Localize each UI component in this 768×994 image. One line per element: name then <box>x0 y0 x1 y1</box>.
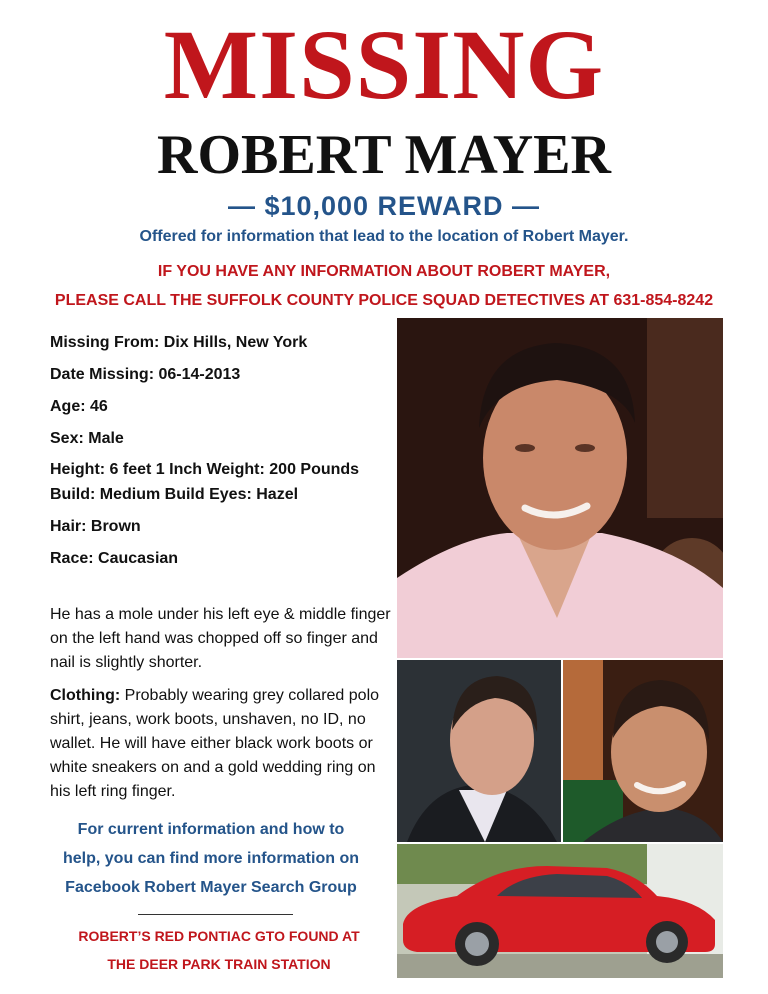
profile-photo <box>397 660 561 842</box>
facebook-line-1: For current information and how to <box>77 821 345 838</box>
detail-race: Race: Caucasian <box>50 550 179 567</box>
detail-hair: Hair: Brown <box>50 518 141 535</box>
facebook-info <box>40 815 382 902</box>
reward-banner: — $10,000 REWARD — <box>227 191 541 221</box>
smiling-photo <box>563 660 723 842</box>
facebook-line-3: Facebook Robert Mayer Search Group <box>65 879 357 896</box>
detail-age: Age: 46 <box>50 398 108 415</box>
call-to-action-line-1: IF YOU HAVE ANY INFORMATION ABOUT ROBERT MAYER, <box>157 263 611 280</box>
red-car-photo <box>397 844 723 978</box>
reward-offer-text: Offered for information that lead to the location of Robert Mayer. <box>139 228 629 245</box>
detail-date-missing: Date Missing: 06-14-2013 <box>50 366 241 383</box>
physical-description: He has a mole under his left eye & middle finger on the left hand was chopped off so finger and nail is slightly shorter. <box>50 606 391 671</box>
car-note-line-2: THE DEER PARK TRAIN STATION <box>107 956 331 972</box>
car-found-note <box>60 922 378 978</box>
portrait-photo <box>397 318 723 658</box>
detail-build-eyes: Build: Medium Build Eyes: Hazel <box>50 486 299 503</box>
divider <box>138 914 293 915</box>
detail-sex: Sex: Male <box>50 430 124 447</box>
clothing-text: Probably wearing grey collared polo shirt, jeans, work boots, unshaven, no ID, no wallet. He will have either black work boots or white sneakers on and a gold wedding ring on his left ring finger. <box>50 687 380 800</box>
call-to-action-line-2: PLEASE CALL THE SUFFOLK COUNTY POLICE SQUAD DETECTIVES AT 631-854-8242 <box>54 292 714 309</box>
detail-missing-from: Missing From: Dix Hills, New York <box>50 334 308 351</box>
poster-title: MISSING <box>163 9 605 120</box>
clothing-description <box>50 684 395 804</box>
missing-person-name: ROBERT MAYER <box>157 124 611 186</box>
detail-height-weight: Height: 6 feet 1 Inch Weight: 200 Pounds <box>50 461 360 478</box>
facebook-line-2: help, you can find more information on <box>62 850 359 867</box>
clothing-label: Clothing: <box>50 687 121 704</box>
car-note-line-1: ROBERT’S RED PONTIAC GTO FOUND AT <box>78 928 360 944</box>
